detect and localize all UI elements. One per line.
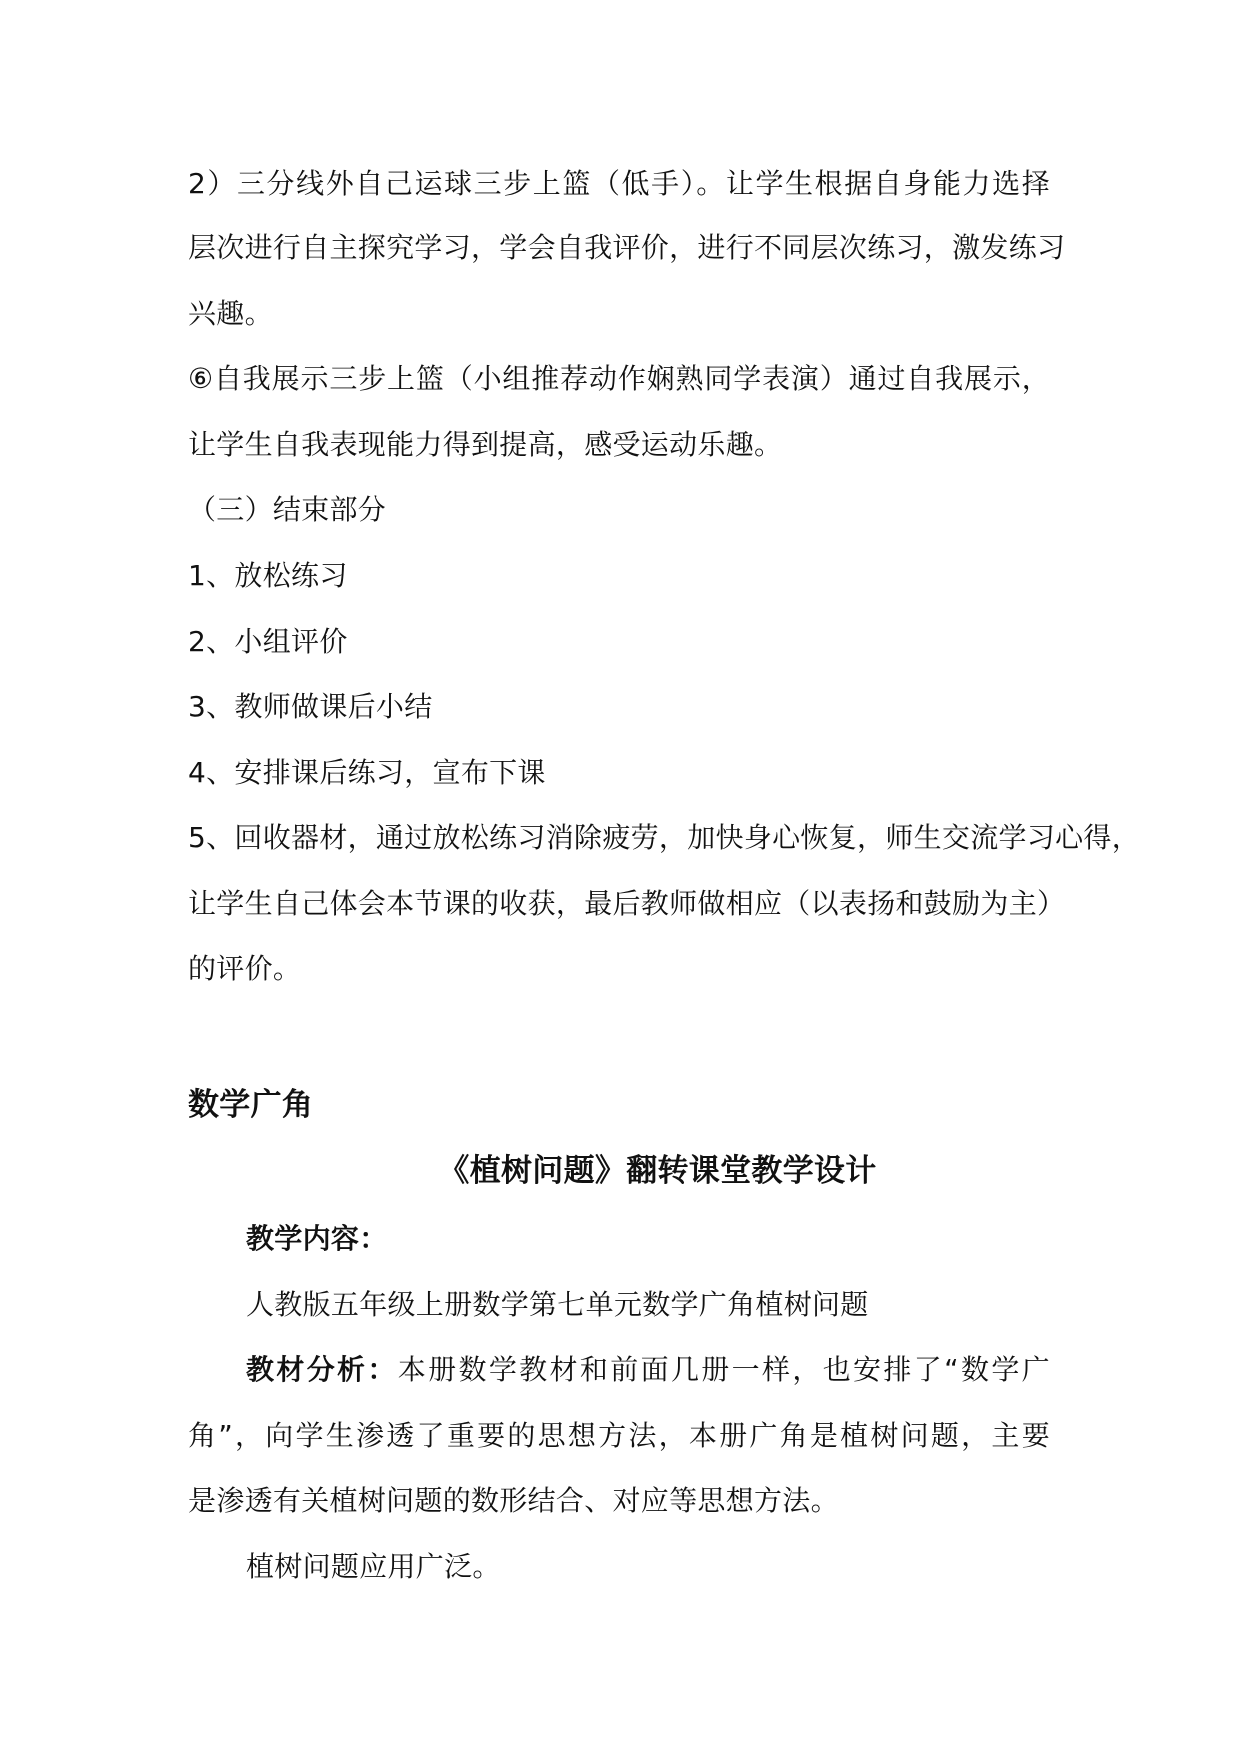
list-item: 2、小组评价 <box>188 625 348 658</box>
analysis-label: 教材分析： <box>246 1353 398 1386</box>
paragraph-line: 让学生自我表现能力得到提高，感受运动乐趣。 <box>188 428 783 461</box>
paragraph-line: 兴趣。 <box>188 297 273 330</box>
section-heading: （三）结束部分 <box>188 493 387 526</box>
paragraph-line: 人教版五年级上册数学第七单元数学广角植树问题 <box>246 1288 869 1321</box>
paragraph-line: 5、回收器材，通过放松练习消除疲劳，加快身心恢复，师生交流学习心得， <box>188 821 1141 854</box>
analysis-text: 本册数学教材和前面几册一样，也安排了“数学广 <box>397 1353 1050 1386</box>
list-item: 1、放松练习 <box>188 559 348 592</box>
paragraph-line: 角”，向学生渗透了重要的思想方法，本册广角是植树问题，主要 <box>188 1419 1050 1452</box>
list-item: 3、教师做课后小结 <box>188 690 433 723</box>
paragraph-line: 是渗透有关植树问题的数形结合、对应等思想方法。 <box>188 1484 839 1517</box>
analysis-line <box>246 1352 1050 1388</box>
content-label: 教学内容： <box>246 1222 388 1255</box>
paragraph-line: 让学生自己体会本节课的收获，最后教师做相应（以表扬和鼓励为主） <box>188 887 1066 920</box>
page-title: 《植树问题》翻转课堂教学设计 <box>438 1153 877 1189</box>
paragraph-line: 2）三分线外自己运球三步上篮（低手）。让学生根据自身能力选择 <box>188 167 1050 200</box>
list-item: 4、安排课后练习，宣布下课 <box>188 756 546 789</box>
paragraph-line: ⑥自我展示三步上篮（小组推荐动作娴熟同学表演）通过自我展示， <box>188 362 1050 395</box>
section-heading: 数学广角 <box>188 1087 314 1123</box>
paragraph-line: 的评价。 <box>188 952 302 985</box>
paragraph-line: 植树问题应用广泛。 <box>246 1550 501 1583</box>
paragraph-line: 层次进行自主探究学习，学会自我评价，进行不同层次练习，激发练习 <box>188 231 1066 264</box>
